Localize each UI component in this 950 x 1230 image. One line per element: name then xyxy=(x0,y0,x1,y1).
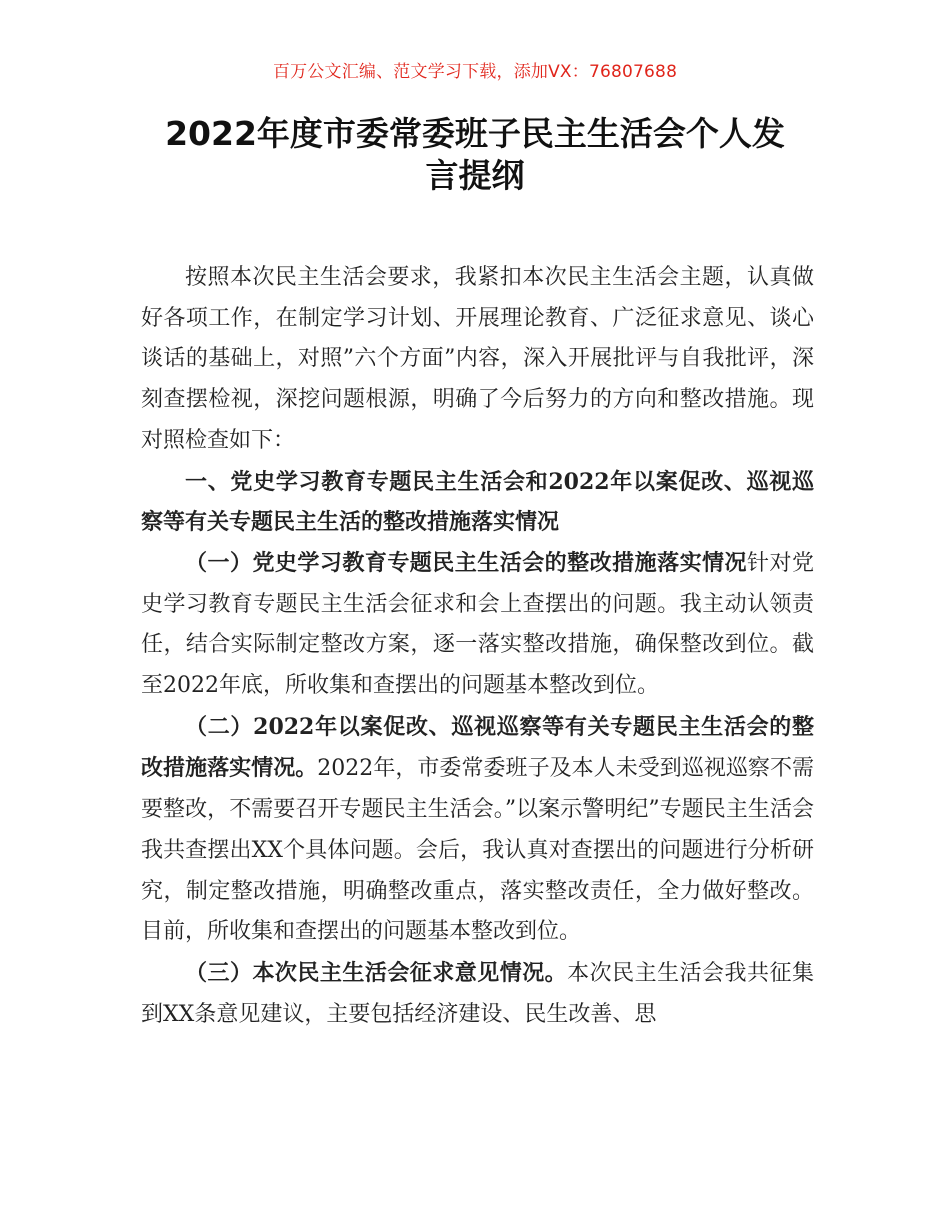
intro-paragraph: 按照本次民主生活会要求，我紧扣本次民主生活会主题，认真做好各项工作，在制定学习计划、开展理论教育、广泛征求意见、谈心谈话的基础上，对照”六个方面”内容，深入开展批评与自我批评，深刻查摆检视，深挖问题根源，明确了今后努力的方向和整改措施。现对照检查如下： xyxy=(141,265,814,453)
subsection-1 xyxy=(141,543,814,707)
subsection-3 xyxy=(141,953,814,1035)
subsection-1-heading: （一）党史学习教育专题民主生活会的整改措施落实情况 xyxy=(185,549,748,576)
section-1-heading: 一、党史学习教育专题民主生活会和2022年以案促改、巡视巡察等有关专题民主生活的整改措施落实情况 xyxy=(141,468,814,536)
subsection-3-heading: （三）本次民主生活会征求意见情况。 xyxy=(185,959,568,986)
subsection-2 xyxy=(141,707,814,953)
title-line-2: 言提纲 xyxy=(425,156,525,195)
document-body xyxy=(141,258,814,1035)
subsection-3-text: 本次民主生活会我共征集到XX条意见建议，主要包括经济建设、民生改善、思 xyxy=(141,960,814,1027)
subsection-1-text: 针对党史学习教育专题民主生活会征求和会上查摆出的问题。我主动认领责任，结合实际制定整改方案，逐一落实整改措施，确保整改到位。截至2022年底，所收集和查摆出的问题基本整改到位。 xyxy=(141,550,814,699)
title-line-1: 2022年度市委常委班子民主生活会个人发 xyxy=(165,114,785,153)
header-note: 百万公文汇编、范文学习下载，添加VX：76807688 xyxy=(272,62,678,82)
subsection-2-text: 2022年，市委常委班子及本人未受到巡视巡察不需要整改，不需要召开专题民主生活会。”以案示警明纪”专题民主生活会我共查摆出XX个具体问题。会后，我认真对查摆出的问题进行分析研究，制定整改措施，明确整改重点，落实整改责任，全力做好整改。目前，所收集和查摆出的问题基本整改到位。 xyxy=(141,756,814,945)
document-title xyxy=(140,113,810,197)
subsection-2-heading: （二）2022年以案促改、巡视巡察等有关专题民主生活会的整改措施落实情况。 xyxy=(141,713,814,782)
